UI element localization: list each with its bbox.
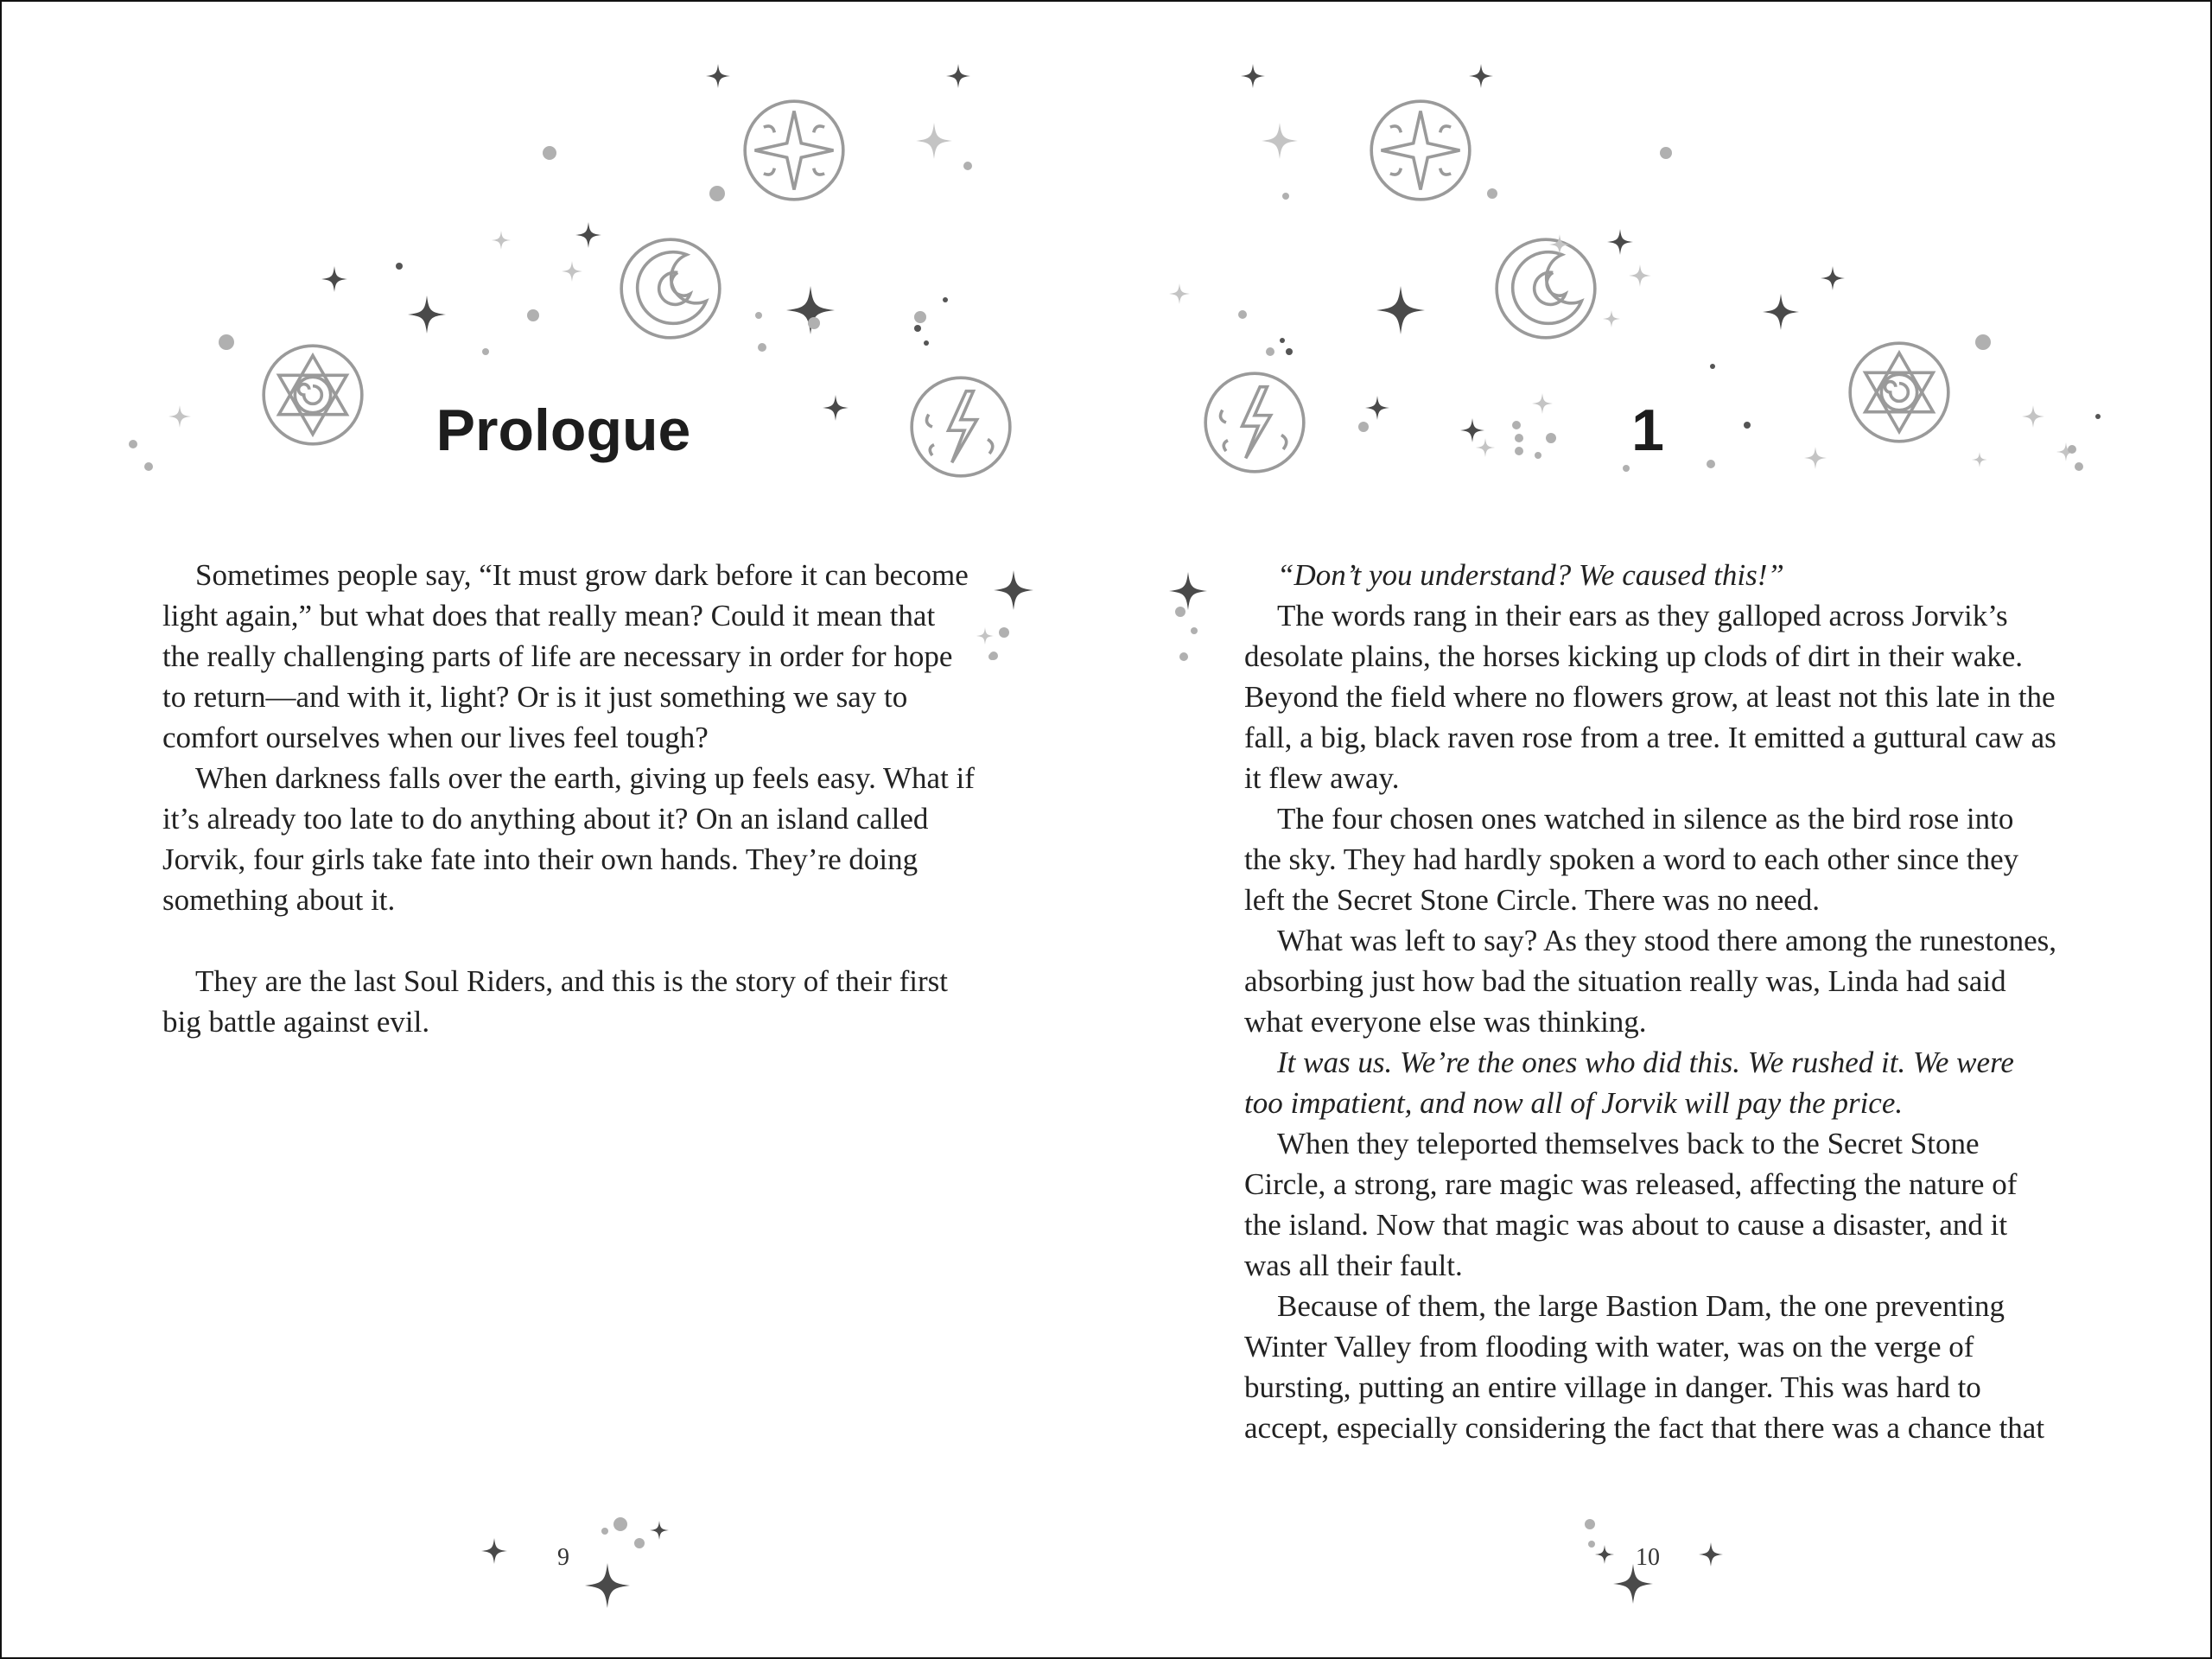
lightning-rune-icon — [1205, 373, 1304, 472]
paragraph: Because of them, the large Bastion Dam, the one preventing Winter Valley from flooding with water, was on the verge of bursting, putting an entire village in danger. This was hard to accept, especially considering the fact that there was a chance that — [1244, 1289, 2045, 1445]
moon-rune-icon — [621, 239, 720, 338]
star-rune-icon — [745, 101, 843, 200]
left-page — [2, 2, 1106, 1657]
chapter-number: 1 — [1631, 397, 1664, 463]
sun-rune-icon — [264, 346, 362, 444]
chapter-title: Prologue — [435, 397, 691, 463]
page-body — [1244, 555, 2056, 1448]
moon-rune-icon — [1497, 239, 1595, 338]
sparkle-icon — [1169, 123, 2075, 469]
sparkle-dots — [1280, 338, 2101, 429]
paragraph: It was us. We’re the ones who did this. We rushed it. We were too impatient, and now all of Jorvik will pay the price. — [1244, 1046, 2014, 1120]
paragraph: When darkness falls over the earth, giving up feels easy. What if it’s already too late to do anything about it? On an island called Jorvik, four girls take fate into their own hands. They’re doing something about it. — [162, 761, 975, 917]
star-rune-icon — [1371, 101, 1470, 200]
right-page — [1106, 2, 2210, 1657]
paragraph: They are the last Soul Riders, and this is the story of their first big battle against evil. — [162, 964, 948, 1039]
paragraph: When they teleported themselves back to the Secret Stone Circle, a strong, rare magic was released, affecting the nature of the island. Now that magic was about to cause a disaster, and it was all their fault. — [1244, 1127, 2018, 1282]
paragraph: “Don’t you understand? We caused this!” — [1277, 558, 1784, 592]
paragraph: Sometimes people say, “It must grow dark before it can become light again,” but what does that really mean? Could it mean that the really challenging parts of life are necessary in order for hope to return—and with it, light? Or is it just something we say to comfort ourselves when our lives feel tough? — [162, 558, 969, 754]
page-number: 9 — [557, 1544, 569, 1571]
page-body — [162, 555, 975, 1042]
lightning-rune-icon — [912, 378, 1010, 476]
paragraph: The words rang in their ears as they galloped across Jorvik’s desolate plains, the horses kicking up clods of dirt in their wake. Beyond the field where no flowers grow, at least not this late in the fall, a big, black raven rose from a tree. It emitted a guttural caw as it flew away. — [1244, 599, 2056, 795]
paragraph: What was left to say? As they stood there among the runestones, absorbing just how bad the situation really was, Linda had said what everyone else was thinking. — [1244, 924, 2057, 1039]
sun-rune-icon — [1850, 343, 1948, 442]
paragraph: The four chosen ones watched in silence as the bird rose into the sky. They had hardly spoken a word to each other since they left the Secret Stone Circle. There was no need. — [1244, 802, 2019, 917]
page-number: 10 — [1636, 1544, 1660, 1571]
